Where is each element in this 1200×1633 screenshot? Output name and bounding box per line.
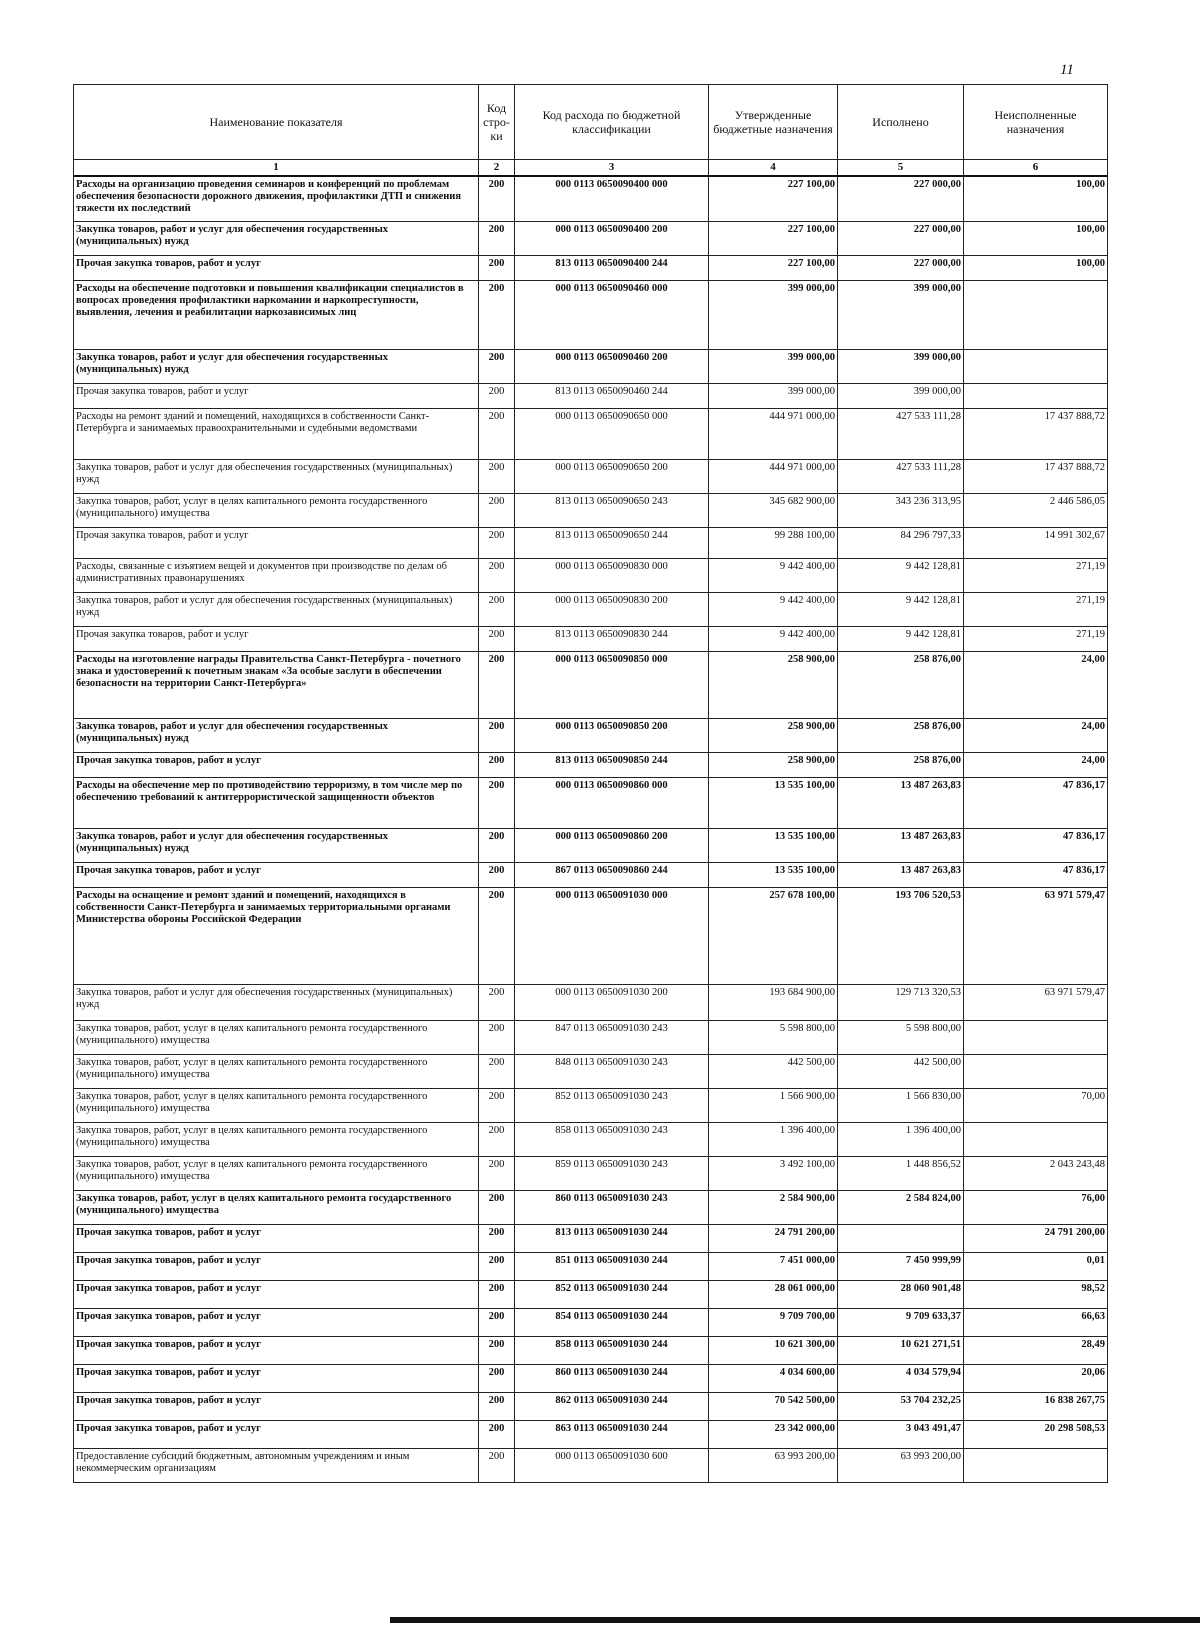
approved-amount-cell: 227 100,00 (709, 176, 838, 222)
expense-code-cell: 813 0113 0650090400 244 (515, 256, 709, 281)
unexecuted-amount-cell: 271,19 (964, 559, 1108, 593)
table-row (74, 652, 1108, 719)
indicator-name-cell: Прочая закупка товаров, работ и услуг (74, 1365, 479, 1393)
unexecuted-amount-cell: 70,00 (964, 1089, 1108, 1123)
bottom-rule (390, 1617, 1200, 1623)
line-code-cell: 200 (479, 350, 515, 384)
executed-amount-cell: 3 043 491,47 (838, 1421, 964, 1449)
indicator-name-cell: Расходы на организацию проведения семинаров и конференций по проблемам обеспечения безопасности дорожного движения, профилактики ДТП и снижения тяжести их последствий (74, 176, 479, 222)
expense-code-cell: 813 0113 0650090650 243 (515, 494, 709, 528)
expense-code-cell: 000 0113 0650090400 200 (515, 222, 709, 256)
approved-amount-cell: 4 034 600,00 (709, 1365, 838, 1393)
expense-code-cell: 847 0113 0650091030 243 (515, 1021, 709, 1055)
indicator-name-cell: Закупка товаров, работ и услуг для обеспечения государственных (муниципальных) нужд (74, 719, 479, 753)
executed-amount-cell: 63 993 200,00 (838, 1449, 964, 1483)
indicator-name-cell: Прочая закупка товаров, работ и услуг (74, 1393, 479, 1421)
executed-amount-cell: 1 566 830,00 (838, 1089, 964, 1123)
line-code-cell: 200 (479, 176, 515, 222)
unexecuted-amount-cell: 47 836,17 (964, 863, 1108, 888)
executed-amount-cell: 227 000,00 (838, 176, 964, 222)
table-row (74, 1021, 1108, 1055)
approved-amount-cell: 258 900,00 (709, 753, 838, 778)
table-row (74, 281, 1108, 350)
indicator-name-cell: Прочая закупка товаров, работ и услуг (74, 1309, 479, 1337)
approved-amount-cell: 2 584 900,00 (709, 1191, 838, 1225)
executed-amount-cell: 9 442 128,81 (838, 627, 964, 652)
approved-amount-cell: 1 396 400,00 (709, 1123, 838, 1157)
approved-amount-cell: 3 492 100,00 (709, 1157, 838, 1191)
executed-amount-cell: 9 709 633,37 (838, 1309, 964, 1337)
approved-amount-cell: 9 709 700,00 (709, 1309, 838, 1337)
expense-code-cell: 000 0113 0650090650 000 (515, 409, 709, 460)
table-row (74, 829, 1108, 863)
expense-code-cell: 813 0113 0650090650 244 (515, 528, 709, 559)
page-number: 11 (1060, 62, 1074, 78)
table-row (74, 256, 1108, 281)
indicator-name-cell: Прочая закупка товаров, работ и услуг (74, 1337, 479, 1365)
indicator-name-cell: Прочая закупка товаров, работ и услуг (74, 863, 479, 888)
line-code-cell: 200 (479, 460, 515, 494)
executed-amount-cell: 4 034 579,94 (838, 1365, 964, 1393)
unexecuted-amount-cell: 100,00 (964, 222, 1108, 256)
indicator-name-cell: Предоставление субсидий бюджетным, автономным учреждениям и иным некоммерческим организациям (74, 1449, 479, 1483)
approved-amount-cell: 444 971 000,00 (709, 460, 838, 494)
table-row (74, 1337, 1108, 1365)
header-row (74, 85, 1108, 160)
approved-amount-cell: 10 621 300,00 (709, 1337, 838, 1365)
executed-amount-cell: 13 487 263,83 (838, 863, 964, 888)
indicator-name-cell: Прочая закупка товаров, работ и услуг (74, 256, 479, 281)
indicator-name-cell: Закупка товаров, работ и услуг для обеспечения государственных (муниципальных) нужд (74, 460, 479, 494)
line-code-cell: 200 (479, 1281, 515, 1309)
indicator-name-cell: Прочая закупка товаров, работ и услуг (74, 384, 479, 409)
line-code-cell: 200 (479, 1421, 515, 1449)
line-code-cell: 200 (479, 222, 515, 256)
line-code-cell: 200 (479, 863, 515, 888)
unexecuted-amount-cell: 17 437 888,72 (964, 460, 1108, 494)
column-number: 3 (515, 160, 709, 177)
expense-code-cell: 863 0113 0650091030 244 (515, 1421, 709, 1449)
expense-code-cell: 000 0113 0650090650 200 (515, 460, 709, 494)
line-code-cell: 200 (479, 494, 515, 528)
indicator-name-cell: Расходы на ремонт зданий и помещений, находящихся в собственности Санкт-Петербурга и занимаемых правоохранительными и судебными ведомствами (74, 409, 479, 460)
approved-amount-cell: 227 100,00 (709, 256, 838, 281)
unexecuted-amount-cell: 63 971 579,47 (964, 888, 1108, 985)
indicator-name-cell: Закупка товаров, работ и услуг для обеспечения государственных (муниципальных) нужд (74, 593, 479, 627)
indicator-name-cell: Закупка товаров, работ и услуг для обеспечения государственных (муниципальных) нужд (74, 350, 479, 384)
approved-amount-cell: 9 442 400,00 (709, 559, 838, 593)
indicator-name-cell: Расходы, связанные с изъятием вещей и документов при производстве по делам об административных правонарушениях (74, 559, 479, 593)
approved-amount-cell: 13 535 100,00 (709, 829, 838, 863)
table-row (74, 719, 1108, 753)
header-executed: Исполнено (838, 85, 964, 160)
indicator-name-cell: Закупка товаров, работ и услуг для обеспечения государственных (муниципальных) нужд (74, 222, 479, 256)
header-approved: Утвержденные бюджетные назначения (709, 85, 838, 160)
indicator-name-cell: Расходы на обеспечение подготовки и повышения квалификации специалистов в вопросах проведения профилактики наркомании и наркопреступности, выявления, лечения и реабилитации наркозависимых лиц (74, 281, 479, 350)
expense-code-cell: 848 0113 0650091030 243 (515, 1055, 709, 1089)
column-number: 2 (479, 160, 515, 177)
table-row (74, 1123, 1108, 1157)
expense-code-cell: 000 0113 0650090830 000 (515, 559, 709, 593)
executed-amount-cell: 9 442 128,81 (838, 593, 964, 627)
unexecuted-amount-cell: 98,52 (964, 1281, 1108, 1309)
table-row (74, 888, 1108, 985)
line-code-cell: 200 (479, 753, 515, 778)
executed-amount-cell: 227 000,00 (838, 256, 964, 281)
unexecuted-amount-cell: 14 991 302,67 (964, 528, 1108, 559)
table-row (74, 1089, 1108, 1123)
executed-amount-cell: 84 296 797,33 (838, 528, 964, 559)
indicator-name-cell: Расходы на изготовление награды Правительства Санкт-Петербурга - почетного знака и удостоверений к почетным знакам «За особые заслуги в обеспечении безопасности на территории Санкт-Петербурга» (74, 652, 479, 719)
unexecuted-amount-cell: 17 437 888,72 (964, 409, 1108, 460)
executed-amount-cell: 193 706 520,53 (838, 888, 964, 985)
budget-execution-table (73, 84, 1108, 1483)
unexecuted-amount-cell: 24 791 200,00 (964, 1225, 1108, 1253)
approved-amount-cell: 70 542 500,00 (709, 1393, 838, 1421)
line-code-cell: 200 (479, 719, 515, 753)
line-code-cell: 200 (479, 1055, 515, 1089)
executed-amount-cell: 227 000,00 (838, 222, 964, 256)
approved-amount-cell: 193 684 900,00 (709, 985, 838, 1021)
unexecuted-amount-cell: 271,19 (964, 593, 1108, 627)
expense-code-cell: 813 0113 0650090460 244 (515, 384, 709, 409)
approved-amount-cell: 28 061 000,00 (709, 1281, 838, 1309)
header-expense-code: Код расхода по бюджетной классификации (515, 85, 709, 160)
indicator-name-cell: Закупка товаров, работ, услуг в целях капитального ремонта государственного (муниципального) имущества (74, 1157, 479, 1191)
unexecuted-amount-cell: 16 838 267,75 (964, 1393, 1108, 1421)
table-row (74, 494, 1108, 528)
table-row (74, 863, 1108, 888)
line-code-cell: 200 (479, 778, 515, 829)
expense-code-cell: 000 0113 0650090460 000 (515, 281, 709, 350)
executed-amount-cell: 258 876,00 (838, 652, 964, 719)
table-row (74, 460, 1108, 494)
unexecuted-amount-cell (964, 384, 1108, 409)
executed-amount-cell: 442 500,00 (838, 1055, 964, 1089)
line-code-cell: 200 (479, 1309, 515, 1337)
line-code-cell: 200 (479, 888, 515, 985)
expense-code-cell: 000 0113 0650090850 200 (515, 719, 709, 753)
unexecuted-amount-cell: 20,06 (964, 1365, 1108, 1393)
expense-code-cell: 000 0113 0650091030 200 (515, 985, 709, 1021)
expense-code-cell: 852 0113 0650091030 243 (515, 1089, 709, 1123)
expense-code-cell: 860 0113 0650091030 243 (515, 1191, 709, 1225)
header-unexecuted: Неисполненные назначения (964, 85, 1108, 160)
approved-amount-cell: 442 500,00 (709, 1055, 838, 1089)
approved-amount-cell: 13 535 100,00 (709, 778, 838, 829)
executed-amount-cell: 427 533 111,28 (838, 409, 964, 460)
approved-amount-cell: 345 682 900,00 (709, 494, 838, 528)
approved-amount-cell: 257 678 100,00 (709, 888, 838, 985)
table-row (74, 559, 1108, 593)
table-row (74, 1309, 1108, 1337)
table-row (74, 1421, 1108, 1449)
approved-amount-cell: 399 000,00 (709, 384, 838, 409)
table-row (74, 222, 1108, 256)
approved-amount-cell: 1 566 900,00 (709, 1089, 838, 1123)
approved-amount-cell: 5 598 800,00 (709, 1021, 838, 1055)
unexecuted-amount-cell: 20 298 508,53 (964, 1421, 1108, 1449)
line-code-cell: 200 (479, 281, 515, 350)
expense-code-cell: 000 0113 0650090860 000 (515, 778, 709, 829)
line-code-cell: 200 (479, 627, 515, 652)
executed-amount-cell: 10 621 271,51 (838, 1337, 964, 1365)
approved-amount-cell: 9 442 400,00 (709, 627, 838, 652)
indicator-name-cell: Закупка товаров, работ, услуг в целях капитального ремонта государственного (муниципального) имущества (74, 494, 479, 528)
line-code-cell: 200 (479, 1021, 515, 1055)
unexecuted-amount-cell (964, 281, 1108, 350)
expense-code-cell: 000 0113 0650090830 200 (515, 593, 709, 627)
approved-amount-cell: 258 900,00 (709, 652, 838, 719)
executed-amount-cell: 7 450 999,99 (838, 1253, 964, 1281)
line-code-cell: 200 (479, 1157, 515, 1191)
table-row (74, 985, 1108, 1021)
line-code-cell: 200 (479, 829, 515, 863)
column-number-row (74, 160, 1108, 177)
indicator-name-cell: Закупка товаров, работ, услуг в целях капитального ремонта государственного (муниципального) имущества (74, 1191, 479, 1225)
unexecuted-amount-cell (964, 1055, 1108, 1089)
expense-code-cell: 858 0113 0650091030 243 (515, 1123, 709, 1157)
approved-amount-cell: 63 993 200,00 (709, 1449, 838, 1483)
table-row (74, 1365, 1108, 1393)
unexecuted-amount-cell (964, 1449, 1108, 1483)
executed-amount-cell: 399 000,00 (838, 384, 964, 409)
indicator-name-cell: Расходы на обеспечение мер по противодействию терроризму, в том числе мер по обеспечению требований к антитеррористической защищенности объектов (74, 778, 479, 829)
line-code-cell: 200 (479, 985, 515, 1021)
table-row (74, 1449, 1108, 1483)
expense-code-cell: 859 0113 0650091030 243 (515, 1157, 709, 1191)
column-number: 5 (838, 160, 964, 177)
indicator-name-cell: Закупка товаров, работ и услуг для обеспечения государственных (муниципальных) нужд (74, 829, 479, 863)
approved-amount-cell: 444 971 000,00 (709, 409, 838, 460)
indicator-name-cell: Закупка товаров, работ, услуг в целях капитального ремонта государственного (муниципального) имущества (74, 1089, 479, 1123)
table-row (74, 753, 1108, 778)
line-code-cell: 200 (479, 384, 515, 409)
approved-amount-cell: 24 791 200,00 (709, 1225, 838, 1253)
expense-code-cell: 854 0113 0650091030 244 (515, 1309, 709, 1337)
unexecuted-amount-cell: 0,01 (964, 1253, 1108, 1281)
unexecuted-amount-cell: 100,00 (964, 176, 1108, 222)
table-row (74, 384, 1108, 409)
line-code-cell: 200 (479, 593, 515, 627)
column-number: 4 (709, 160, 838, 177)
table-row (74, 176, 1108, 222)
line-code-cell: 200 (479, 652, 515, 719)
line-code-cell: 200 (479, 1191, 515, 1225)
unexecuted-amount-cell: 66,63 (964, 1309, 1108, 1337)
unexecuted-amount-cell: 76,00 (964, 1191, 1108, 1225)
table-row (74, 1281, 1108, 1309)
expense-code-cell: 000 0113 0650090460 200 (515, 350, 709, 384)
unexecuted-amount-cell: 47 836,17 (964, 778, 1108, 829)
header-line-code: Код стро-ки (479, 85, 515, 160)
unexecuted-amount-cell: 2 446 586,05 (964, 494, 1108, 528)
expense-code-cell: 860 0113 0650091030 244 (515, 1365, 709, 1393)
table-row (74, 409, 1108, 460)
unexecuted-amount-cell: 100,00 (964, 256, 1108, 281)
executed-amount-cell: 129 713 320,53 (838, 985, 964, 1021)
table-row (74, 528, 1108, 559)
table-body (74, 176, 1108, 1483)
unexecuted-amount-cell: 271,19 (964, 627, 1108, 652)
table-row (74, 1191, 1108, 1225)
indicator-name-cell: Закупка товаров, работ, услуг в целях капитального ремонта государственного (муниципального) имущества (74, 1055, 479, 1089)
line-code-cell: 200 (479, 1365, 515, 1393)
column-number: 6 (964, 160, 1108, 177)
header-indicator-name: Наименование показателя (74, 85, 479, 160)
expense-code-cell: 000 0113 0650091030 600 (515, 1449, 709, 1483)
indicator-name-cell: Закупка товаров, работ, услуг в целях капитального ремонта государственного (муниципального) имущества (74, 1021, 479, 1055)
expense-code-cell: 867 0113 0650090860 244 (515, 863, 709, 888)
unexecuted-amount-cell: 28,49 (964, 1337, 1108, 1365)
table-row (74, 1055, 1108, 1089)
line-code-cell: 200 (479, 559, 515, 593)
expense-code-cell: 000 0113 0650090860 200 (515, 829, 709, 863)
indicator-name-cell: Прочая закупка товаров, работ и услуг (74, 627, 479, 652)
approved-amount-cell: 99 288 100,00 (709, 528, 838, 559)
table-row (74, 627, 1108, 652)
line-code-cell: 200 (479, 409, 515, 460)
line-code-cell: 200 (479, 256, 515, 281)
indicator-name-cell: Закупка товаров, работ и услуг для обеспечения государственных (муниципальных) нужд (74, 985, 479, 1021)
indicator-name-cell: Прочая закупка товаров, работ и услуг (74, 1421, 479, 1449)
unexecuted-amount-cell: 24,00 (964, 719, 1108, 753)
executed-amount-cell: 343 236 313,95 (838, 494, 964, 528)
line-code-cell: 200 (479, 1225, 515, 1253)
executed-amount-cell: 399 000,00 (838, 350, 964, 384)
indicator-name-cell: Расходы на оснащение и ремонт зданий и помещений, находящихся в собственности Санкт-Петербурга и занимаемых территориальными органами Министерства обороны Российской Федерации (74, 888, 479, 985)
table-row (74, 778, 1108, 829)
unexecuted-amount-cell: 24,00 (964, 652, 1108, 719)
expense-code-cell: 858 0113 0650091030 244 (515, 1337, 709, 1365)
line-code-cell: 200 (479, 1337, 515, 1365)
indicator-name-cell: Прочая закупка товаров, работ и услуг (74, 1225, 479, 1253)
executed-amount-cell: 427 533 111,28 (838, 460, 964, 494)
expense-code-cell: 852 0113 0650091030 244 (515, 1281, 709, 1309)
expense-code-cell: 813 0113 0650091030 244 (515, 1225, 709, 1253)
unexecuted-amount-cell (964, 1021, 1108, 1055)
executed-amount-cell: 258 876,00 (838, 719, 964, 753)
executed-amount-cell: 28 060 901,48 (838, 1281, 964, 1309)
unexecuted-amount-cell (964, 1123, 1108, 1157)
approved-amount-cell: 23 342 000,00 (709, 1421, 838, 1449)
approved-amount-cell: 399 000,00 (709, 350, 838, 384)
table-row (74, 1253, 1108, 1281)
indicator-name-cell: Прочая закупка товаров, работ и услуг (74, 1253, 479, 1281)
line-code-cell: 200 (479, 1123, 515, 1157)
expense-code-cell: 000 0113 0650090400 000 (515, 176, 709, 222)
indicator-name-cell: Прочая закупка товаров, работ и услуг (74, 753, 479, 778)
expense-code-cell: 813 0113 0650090850 244 (515, 753, 709, 778)
executed-amount-cell: 53 704 232,25 (838, 1393, 964, 1421)
executed-amount-cell (838, 1225, 964, 1253)
unexecuted-amount-cell: 2 043 243,48 (964, 1157, 1108, 1191)
line-code-cell: 200 (479, 1089, 515, 1123)
expense-code-cell: 813 0113 0650090830 244 (515, 627, 709, 652)
table-row (74, 1393, 1108, 1421)
line-code-cell: 200 (479, 1393, 515, 1421)
table-row (74, 350, 1108, 384)
expense-code-cell: 000 0113 0650090850 000 (515, 652, 709, 719)
table-row (74, 1157, 1108, 1191)
executed-amount-cell: 5 598 800,00 (838, 1021, 964, 1055)
indicator-name-cell: Прочая закупка товаров, работ и услуг (74, 528, 479, 559)
executed-amount-cell: 9 442 128,81 (838, 559, 964, 593)
executed-amount-cell: 13 487 263,83 (838, 778, 964, 829)
table-row (74, 1225, 1108, 1253)
executed-amount-cell: 2 584 824,00 (838, 1191, 964, 1225)
line-code-cell: 200 (479, 528, 515, 559)
unexecuted-amount-cell: 63 971 579,47 (964, 985, 1108, 1021)
column-number: 1 (74, 160, 479, 177)
line-code-cell: 200 (479, 1253, 515, 1281)
approved-amount-cell: 13 535 100,00 (709, 863, 838, 888)
expense-code-cell: 000 0113 0650091030 000 (515, 888, 709, 985)
executed-amount-cell: 1 396 400,00 (838, 1123, 964, 1157)
approved-amount-cell: 258 900,00 (709, 719, 838, 753)
approved-amount-cell: 399 000,00 (709, 281, 838, 350)
indicator-name-cell: Прочая закупка товаров, работ и услуг (74, 1281, 479, 1309)
line-code-cell: 200 (479, 1449, 515, 1483)
expense-code-cell: 851 0113 0650091030 244 (515, 1253, 709, 1281)
executed-amount-cell: 13 487 263,83 (838, 829, 964, 863)
unexecuted-amount-cell: 47 836,17 (964, 829, 1108, 863)
expense-code-cell: 862 0113 0650091030 244 (515, 1393, 709, 1421)
executed-amount-cell: 1 448 856,52 (838, 1157, 964, 1191)
approved-amount-cell: 227 100,00 (709, 222, 838, 256)
table-row (74, 593, 1108, 627)
unexecuted-amount-cell (964, 350, 1108, 384)
executed-amount-cell: 258 876,00 (838, 753, 964, 778)
approved-amount-cell: 7 451 000,00 (709, 1253, 838, 1281)
unexecuted-amount-cell: 24,00 (964, 753, 1108, 778)
executed-amount-cell: 399 000,00 (838, 281, 964, 350)
approved-amount-cell: 9 442 400,00 (709, 593, 838, 627)
indicator-name-cell: Закупка товаров, работ, услуг в целях капитального ремонта государственного (муниципального) имущества (74, 1123, 479, 1157)
